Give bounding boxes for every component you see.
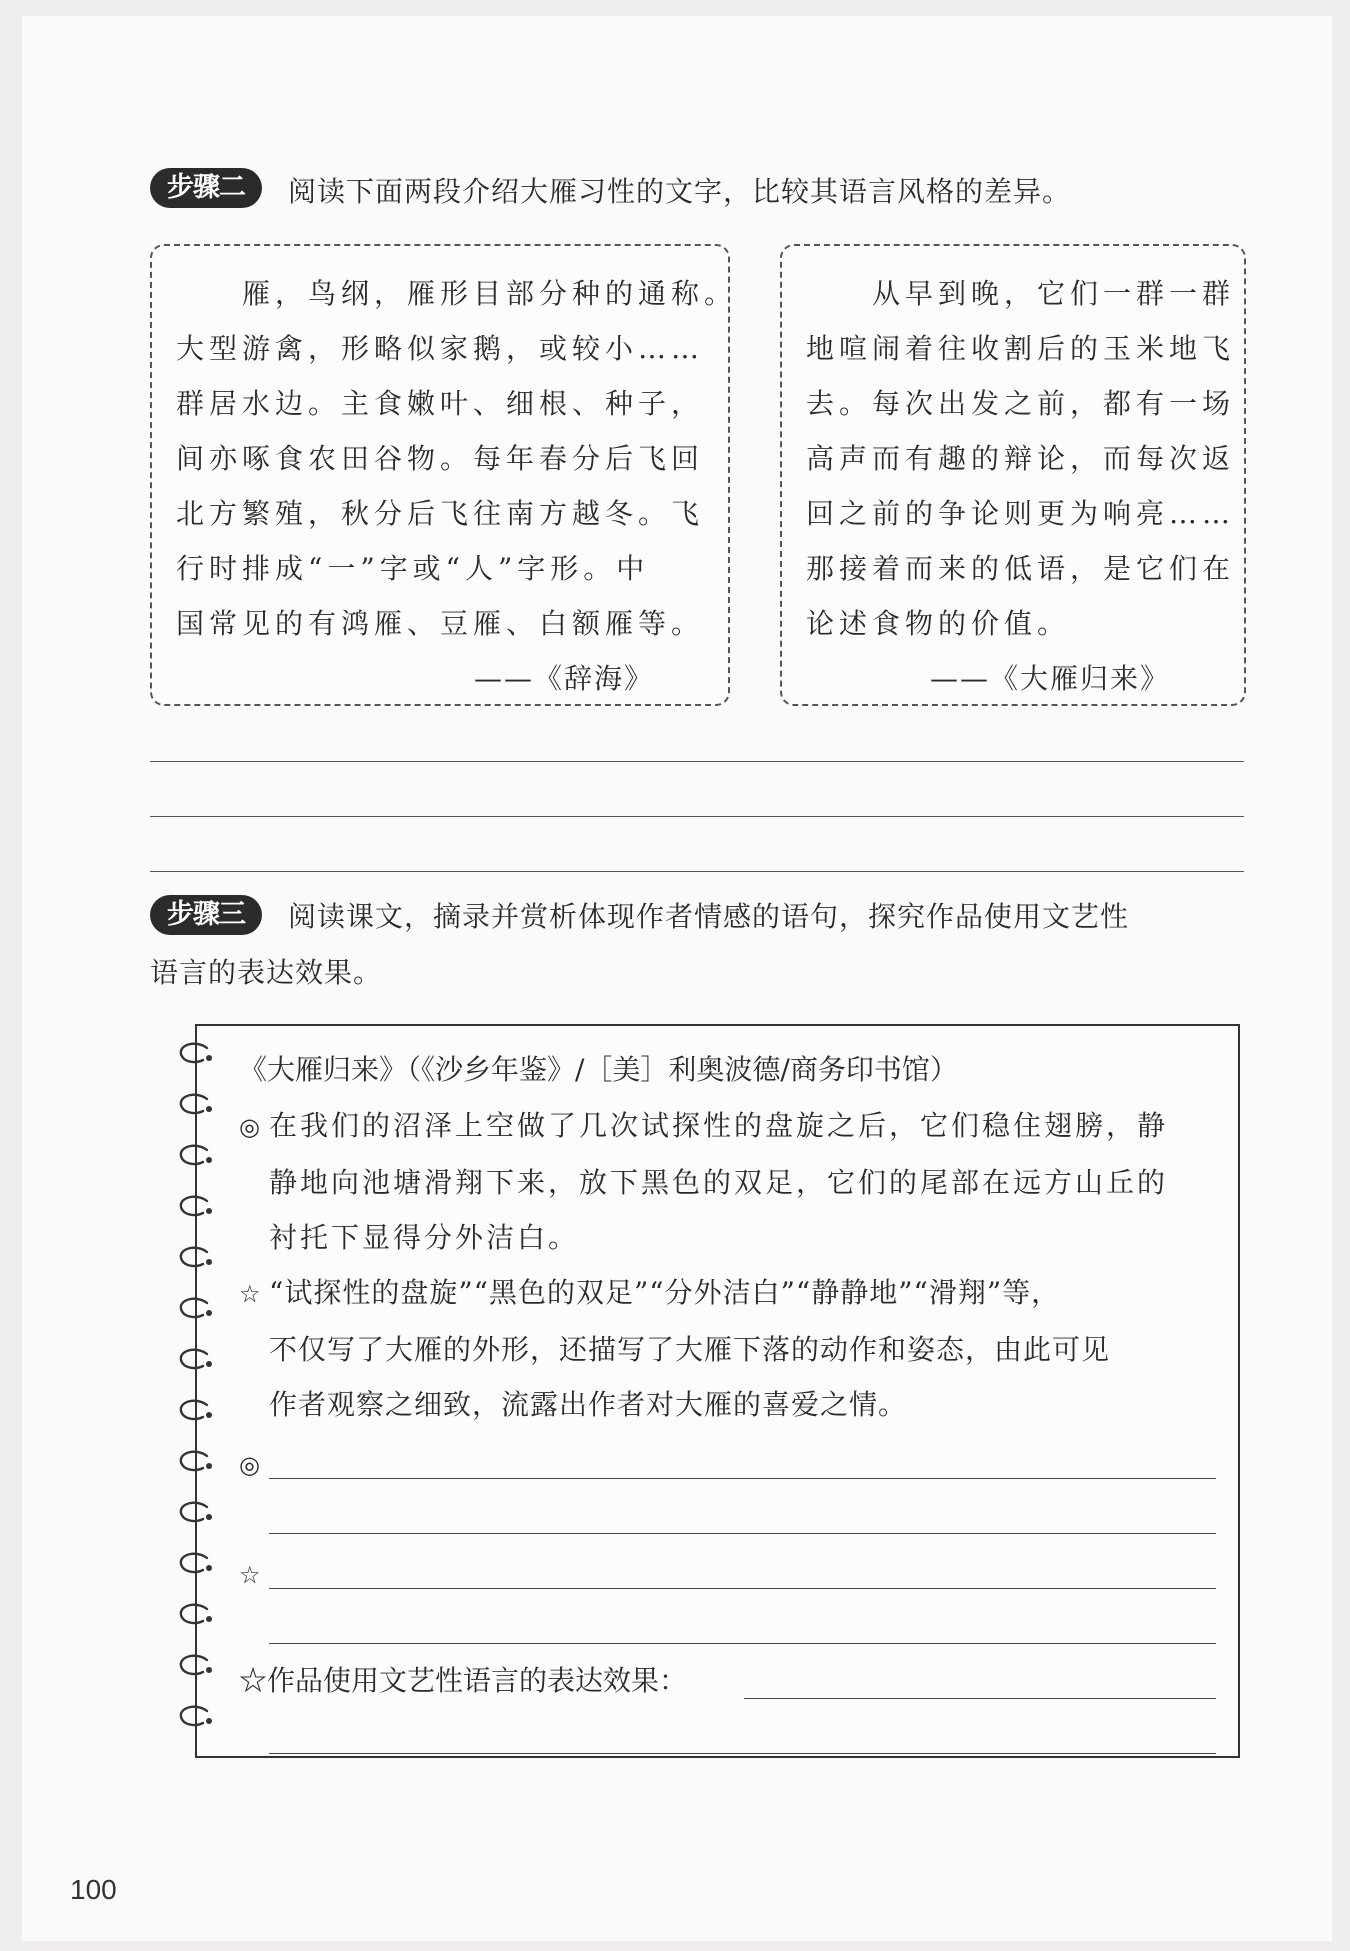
quote-source: ——《大雁归来》 [929,662,1170,695]
spiral-ring-icon [177,1601,215,1629]
write-line[interactable] [269,1588,1216,1589]
effect-label: ☆作品使用文艺性语言的表达效果： [239,1664,688,1697]
spiral-ring-icon [177,1499,215,1527]
blank-analysis-row[interactable] [239,1597,1216,1652]
page-number: 100 [70,1874,117,1905]
quote-source: ——《辞海》 [473,662,654,695]
quote-line: 雁，鸟纲，雁形目部分种的通称。 [176,277,738,310]
step-three-instruction-line2: 语言的表达效果。 [150,956,383,989]
blank-excerpt-row[interactable] [239,1487,1216,1542]
blank-excerpt-row[interactable] [239,1432,1216,1487]
step-two-instruction: 阅读下面两段介绍大雁习性的文字，比较其语言风格的差异。 [288,175,1072,208]
write-line[interactable] [269,1533,1216,1534]
spiral-ring-icon [177,1550,215,1578]
effect-row[interactable] [239,1652,1216,1707]
spiral-ring-icon [177,1142,215,1170]
quote-line: 北方繁殖，秋分后飞往南方越冬。飞 [176,497,705,530]
analysis-line: 不仅写了大雁的外形，还描写了大雁下落的动作和姿态，由此可见 [269,1333,1111,1366]
spiral-ring-icon [177,1397,215,1425]
step-three-instruction-line1: 阅读课文，摘录并赏析体现作者情感的语句，探究作品使用文艺性 [288,900,1130,933]
star-icon: ☆ [239,1561,261,1589]
excerpt-line: 衬托下显得分外洁白。 [269,1221,580,1254]
spiral-ring-icon [177,1295,215,1323]
quote-line: 间亦啄食农田谷物。每年春分后飞回 [176,442,705,475]
excerpt-line: ◎ 在我们的沼泽上空做了几次试探性的盘旋之后，它们稳住翅膀，静 [239,1098,1216,1155]
star-icon: ☆ [239,1280,262,1308]
double-circle-icon: ◎ [239,1451,260,1479]
spiral-ring-icon [177,1193,215,1221]
analysis-line: 作者观察之细致，流露出作者对大雁的喜爱之情。 [269,1388,908,1421]
answer-line[interactable] [150,816,1244,817]
quote-line: 回之前的争论则更为响亮…… [806,497,1236,530]
dayan-guilai-quote-box [780,244,1246,706]
quote-line: 从早到晚，它们一群一群 [806,277,1236,310]
write-line[interactable] [269,1753,1216,1754]
answer-line[interactable] [150,761,1244,762]
spiral-ring-icon [177,1040,215,1068]
spiral-ring-icon [177,1652,215,1680]
quote-line: 行时排成“一”字或“人”字形。中 [176,552,650,585]
spiral-ring-icon [177,1091,215,1119]
step-two-badge: 步骤二 [150,168,262,208]
quote-line: 去。每次出发之前，都有一场 [806,387,1236,420]
quote-line: 那接着而来的低语，是它们在 [806,552,1236,585]
spiral-ring-icon [177,1346,215,1374]
effect-row[interactable] [239,1707,1216,1762]
book-citation: 《大雁归来》（《沙乡年鉴》/［美］利奥波德/商务印书馆） [239,1053,958,1086]
step-three-header [150,895,1245,1001]
step-two-header [150,168,1071,216]
write-line[interactable] [744,1698,1216,1699]
spiral-ring-icon [177,1244,215,1272]
quote-line: 国常见的有鸿雁、豆雁、白额雁等。 [176,607,705,640]
blank-analysis-row[interactable] [239,1542,1216,1597]
quote-line: 群居水边。主食嫩叶、细根、种子， [176,387,705,420]
quote-line: 高声而有趣的辩论，而每次返 [806,442,1236,475]
spiral-ring-icon [177,1448,215,1476]
quote-line: 论述食物的价值。 [806,607,1071,640]
quote-line: 地喧闹着往收割后的玉米地飞 [806,332,1236,365]
spiral-ring-icon [177,1703,215,1731]
analysis-line: ☆ “试探性的盘旋”“黑色的双足”“分外洁白”“静静地”“滑翔”等， [239,1265,1216,1322]
double-circle-icon: ◎ [239,1113,263,1141]
answer-line[interactable] [150,871,1244,872]
excerpt-line: 静地向池塘滑翔下来，放下黑色的双足，它们的尾部在远方山丘的 [269,1166,1169,1199]
step-three-badge: 步骤三 [150,895,262,935]
write-line[interactable] [269,1643,1216,1644]
write-line[interactable] [269,1478,1216,1479]
quote-line: 大型游禽，形略似家鹅，或较小…… [176,332,705,365]
notebook-card [195,1024,1240,1758]
cihai-quote-box [150,244,738,706]
